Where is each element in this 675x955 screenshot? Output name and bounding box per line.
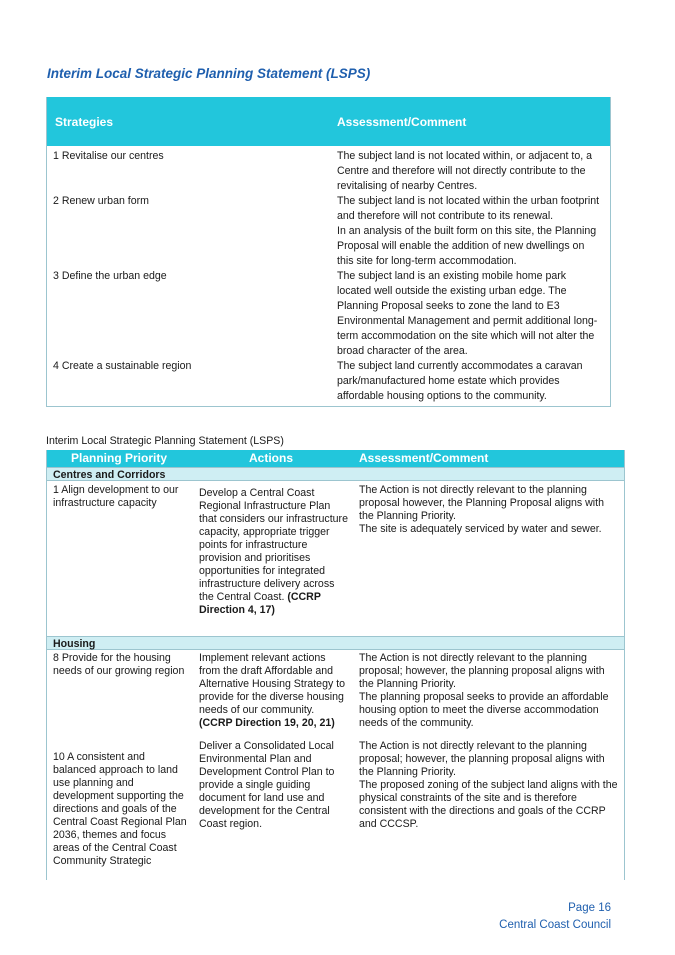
header-assessment-comment: Assessment/Comment [337,114,467,129]
header-assessment-comment: Assessment/Comment [359,451,489,465]
planning-priority-table [46,450,625,880]
organisation-name: Central Coast Council [499,919,611,931]
table-row [47,650,624,740]
action-cell [191,652,355,740]
table-row [47,194,610,269]
comment-paragraph: In an analysis of the built form on this site, the Planning Proposal will enable the addition of new dwellings on this site for long-term accommodation. [337,225,597,267]
table-row [47,481,624,636]
strategy-cell: 1 Revitalise our centres [53,150,164,162]
section-housing: Housing [47,636,624,650]
header-planning-priority: Planning Priority [70,451,167,465]
comment-paragraph: The planning proposal seeks to provide an affordable housing option to meet the diverse accommodation needs of the community. [359,691,609,729]
action-cell [191,484,355,636]
priority-cell: 8 Provide for the housing needs of our growing region [53,652,185,677]
comment-paragraph: The Action is not directly relevant to the planning proposal however, the Planning Proposal aligns with the Planning Priority. [359,484,604,522]
strategies-table-header [47,97,610,146]
strategy-cell: 2 Renew urban form [53,195,149,207]
strategy-cell: 4 Create a sustainable region [53,360,192,372]
comment-paragraph: The Action is not directly relevant to the planning proposal; however, the planning proposal aligns with the Planning Priority. [359,652,605,690]
table-row [47,269,610,359]
action-text: Develop a Central Coast Regional Infrastructure Plan that considers our infrastructure capacity, appropriate trigger points for infrastructure provision and prioritises opportunities for integrated infrastructure delivery across the Central Coast. [199,487,348,603]
comment-paragraph: The subject land is not located within the urban footprint and therefore will not contribute to its renewal. [337,195,600,222]
page-heading: Interim Local Strategic Planning Statement (LSPS) [47,66,371,81]
table-row [47,149,610,194]
comment-paragraph: The Action is not directly relevant to the planning proposal; however, the planning proposal aligns with the Planning Priority. [359,740,605,778]
strategies-table [46,97,611,407]
comment-cell: The subject land is an existing mobile home park located well outside the existing urban edge. The Planning Proposal seeks to zone the land to E3 Environmental Management and permit additional long-term accommodation on the site which will not alter the broad character of the area. [337,270,598,357]
action-reference: (CCRP Direction 4, 17) [199,591,321,616]
section-centres-and-corridors: Centres and Corridors [47,467,624,481]
action-cell: Deliver a Consolidated Local Environmental Plan and Development Control Plan to provide a single guiding document for land use and development for the Central Coast region. [199,740,335,830]
comment-cell [355,740,624,875]
comment-cell [355,484,624,636]
priority-cell: 10 A consistent and balanced approach to land use planning and development supporting the directions and goals of the Central Coast Regional Plan 2036, themes and focus areas of the Central Coast Community Strategic [53,751,187,867]
comment-cell [355,652,624,740]
comment-cell: The subject land is not located within, or adjacent to, a Centre and therefore will not directly contribute to the revitalising of nearby Centres. [337,150,592,192]
comment-paragraph: The proposed zoning of the subject land aligns with the physical constraints of the site and is therefore consistent with the directions and goals of the CCRP and CCCSP. [359,779,618,830]
strategy-cell: 3 Define the urban edge [53,270,167,282]
comment-cell: The subject land currently accommodates a caravan park/manufactured home estate which provides affordable housing options to the community. [337,360,583,402]
page-number: Page 16 [568,902,611,914]
planning-table-header [47,450,624,467]
priority-cell: 1 Align development to our infrastructure capacity [53,484,179,509]
table-row [47,740,624,875]
comment-cell [335,194,610,269]
header-actions: Actions [248,451,293,465]
table-caption: Interim Local Strategic Planning Statement (LSPS) [46,435,284,447]
header-strategies: Strategies [55,114,114,129]
table-row [47,359,610,404]
comment-paragraph: The site is adequately serviced by water and sewer. [359,523,602,535]
action-text: Implement relevant actions from the draft Affordable and Alternative Housing Strategy to provide for the diverse housing needs of our community. [199,652,346,716]
action-reference: (CCRP Direction 19, 20, 21) [199,717,335,729]
